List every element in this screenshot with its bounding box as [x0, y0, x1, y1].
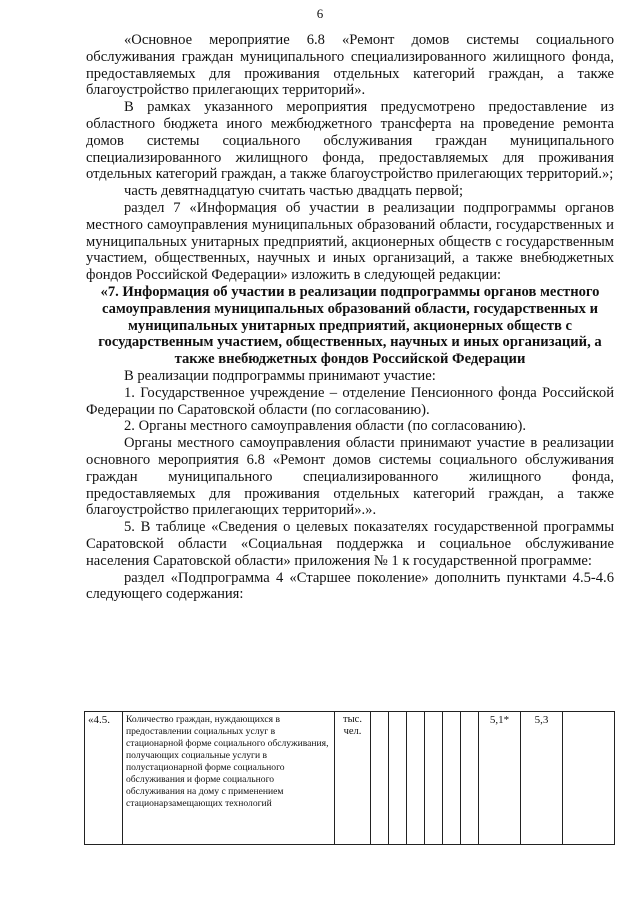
table-row	[85, 712, 615, 845]
paragraph: «Основное мероприятие 6.8 «Ремонт домов системы социального обслуживания граждан муниципального специализированного жилищного фонда, предоставляемых для проживания отдельных категорий граждан, а также благоустройство прилегающих территорий».	[86, 32, 614, 99]
indicator-table	[84, 711, 615, 845]
row-value	[425, 712, 443, 845]
paragraph: раздел «Подпрограмма 4 «Старшее поколение» дополнить пунктами 4.5-4.6 следующего содержания:	[86, 569, 614, 603]
row-value: 5,1*	[479, 712, 521, 845]
paragraph: 1. Государственное учреждение – отделение Пенсионного фонда Российской Федерации по Саратовской области (по согласованию).	[86, 384, 614, 418]
row-description: Количество граждан, нуждающихся в предоставлении социальных услуг в стационарной форме социального обслуживания, получающих социальные услуги в полустационарной форме социального обслуживания и форме социального обслуживания на дому с применением стационарзамещающих технологий	[123, 712, 335, 845]
paragraph: 5. В таблице «Сведения о целевых показателях государственной программы Саратовской области «Социальная поддержка и социальное обслуживание населения Саратовской области» приложения № 1 к государственной программе:	[86, 519, 614, 569]
page-number: 6	[316, 6, 324, 21]
paragraph: В рамках указанного мероприятия предусмотрено предоставление из областного бюджета иного межбюджетного трансферта на проведение ремонта домов системы социального обслуживания граждан муниципального специализированного жилищного фонда, предоставляемых для проживания отдельных категорий граждан, а также благоустройство прилегающих территорий.»;	[86, 99, 614, 183]
row-value	[461, 712, 479, 845]
row-value	[443, 712, 461, 845]
section-heading: «7. Информация об участии в реализации подпрограммы органов местного самоуправления муниципальных образований области, государственных и муниципальных унитарных предприятий, акционерных обществ с государственным участием, общественных, научных и иных организаций, а также внебюджетных фондов Российской Федерации	[98, 283, 602, 368]
indicator-table-wrapper	[84, 711, 614, 845]
row-number: «4.5.	[85, 712, 123, 845]
paragraph: Органы местного самоуправления области принимают участие в реализации основного мероприятия 6.8 «Ремонт домов системы социального обслуживания граждан муниципального специализированного жилищного фонда, предоставляемых для проживания отдельных категорий граждан, а также благоустройство прилегающих территорий».».	[86, 435, 614, 519]
row-value	[563, 712, 615, 845]
paragraph: раздел 7 «Информация об участии в реализации подпрограммы органов местного самоуправления муниципальных образований области, государственных и муниципальных унитарных предприятий, акционерных обществ с государственным участием, общественных, научных и иных организаций, а также внебюджетных фондов Российской Федерации» изложить в следующей редакции:	[86, 199, 614, 284]
row-value: 5,3	[521, 712, 563, 845]
row-unit: тыс. чел.	[335, 712, 371, 845]
row-value	[371, 712, 389, 845]
paragraph: 2. Органы местного самоуправления области (по согласованию).	[124, 418, 526, 435]
paragraph: В реализации подпрограммы принимают участие:	[124, 367, 436, 384]
row-value	[389, 712, 407, 845]
paragraph: часть девятнадцатую считать частью двадцать первой;	[124, 183, 464, 200]
row-value	[407, 712, 425, 845]
document-body	[86, 32, 614, 603]
